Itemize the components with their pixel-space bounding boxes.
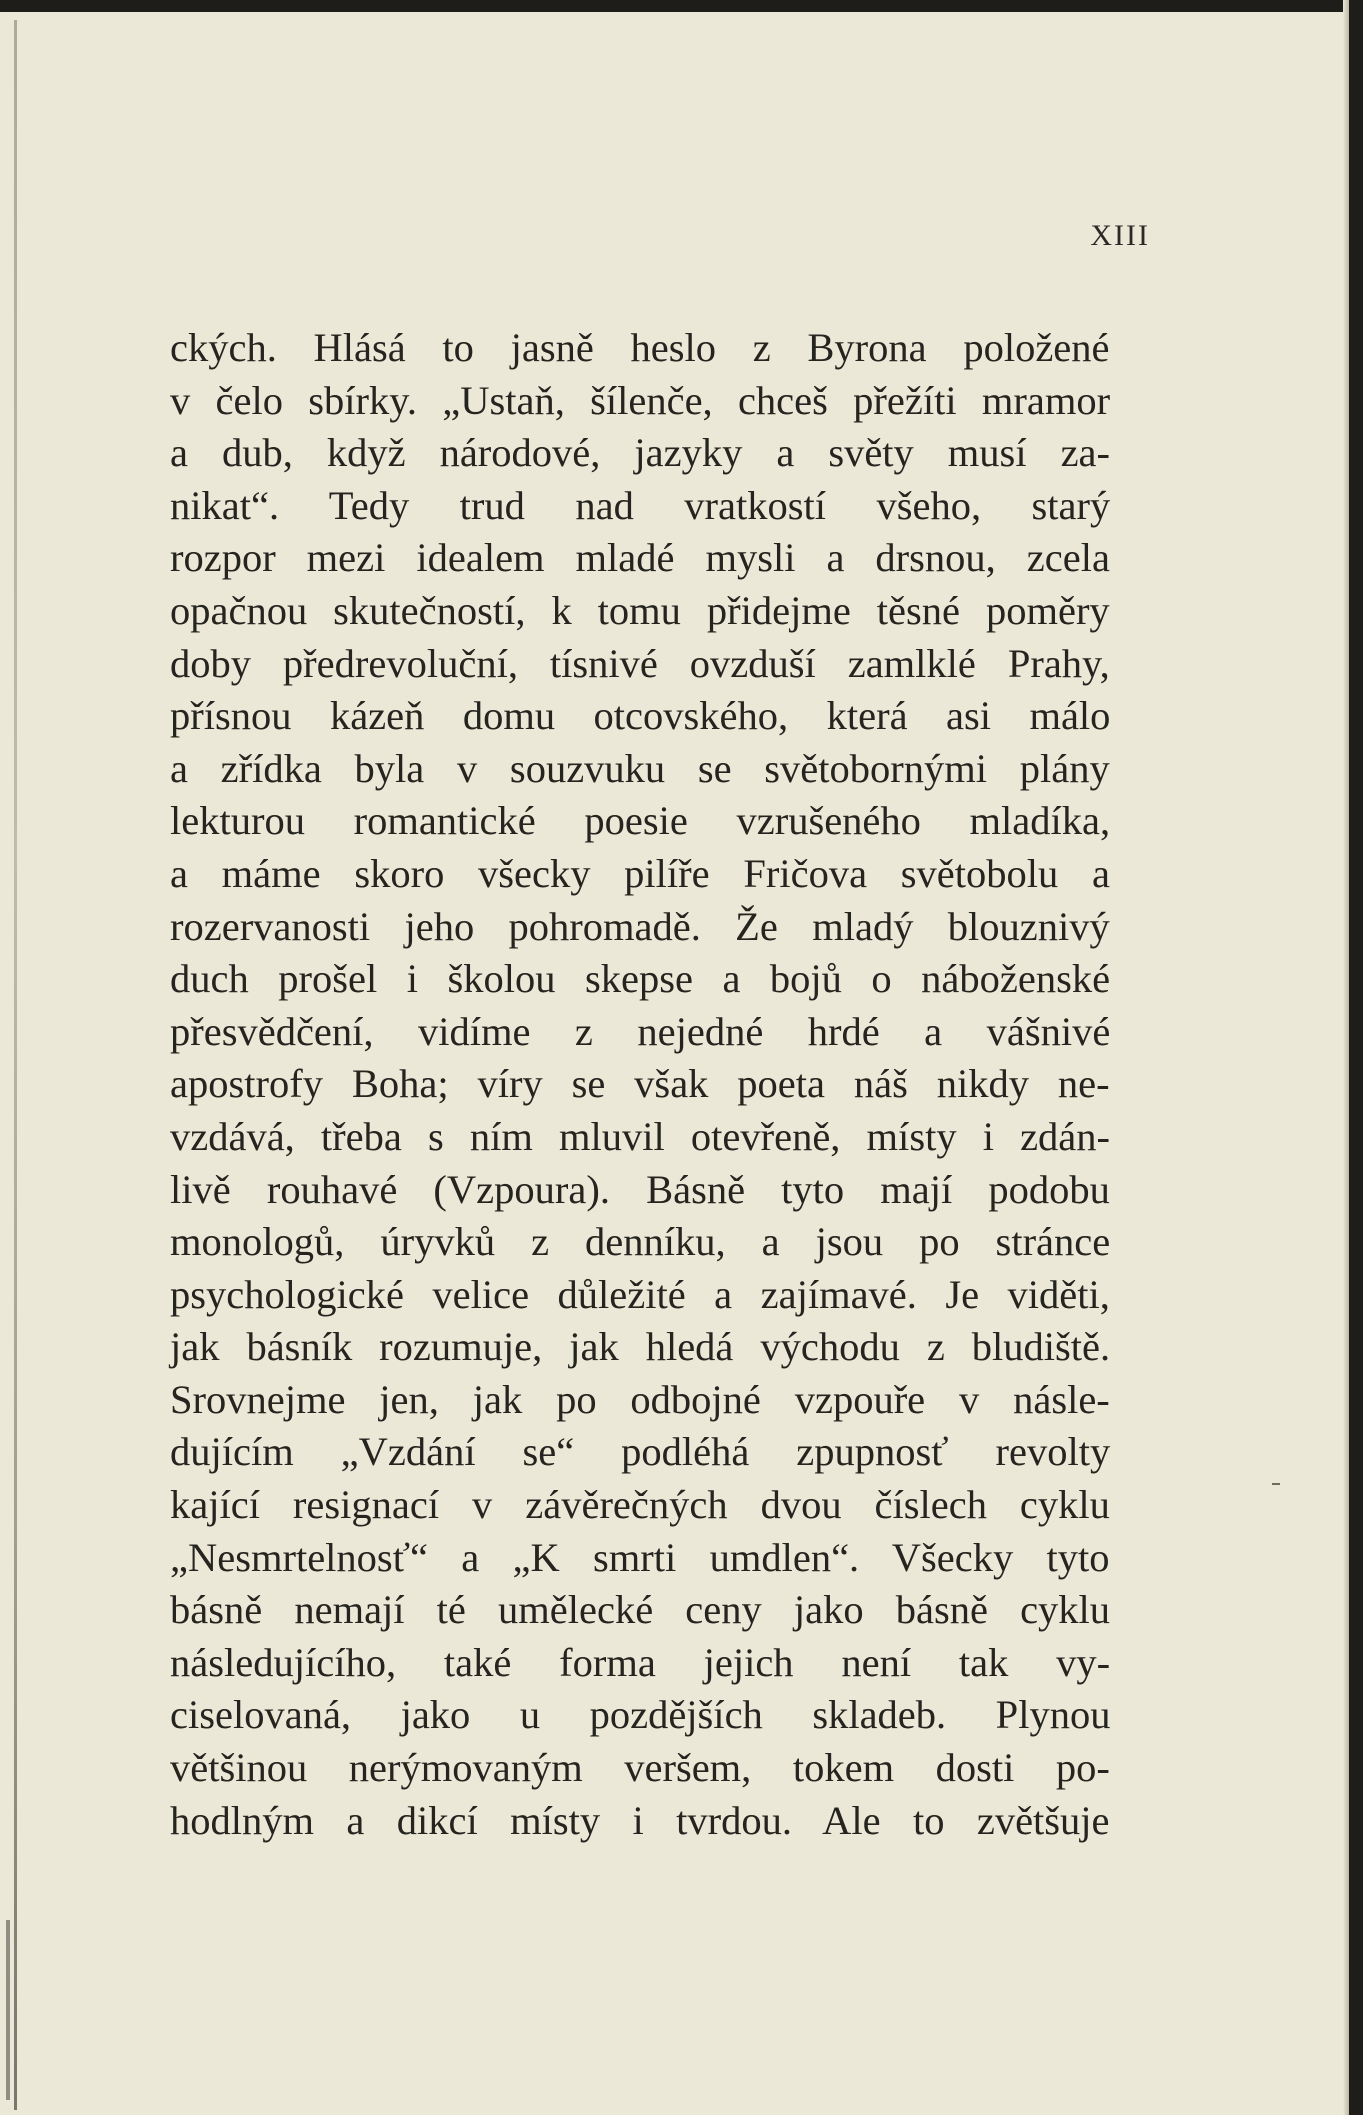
text-line: a zřídka byla v souzvuku se světobornými plány <box>170 745 1110 791</box>
text-line: dujícím „Vzdání se“ podléhá zpupnosť revolty <box>170 1429 1111 1475</box>
text-line: básně nemají té umělecké ceny jako básně cyklu <box>170 1587 1111 1633</box>
text-line: lekturou romantické poesie vzrušeného mladíka, <box>170 798 1111 844</box>
scan-top-edge <box>0 0 1363 12</box>
text-line: v čelo sbírky. „Ustaň, šílenče, chceš přežíti mramor <box>170 377 1111 423</box>
text-line: hodlným a dikcí místy i tvrdou. Ale to zvětšuje <box>170 1797 1110 1843</box>
scan-right-edge <box>1349 0 1363 2115</box>
text-line: jak básník rozumuje, jak hledá východu z bludiště. <box>170 1324 1111 1370</box>
text-line: přísnou kázeň domu otcovského, která asi málo <box>170 693 1111 739</box>
text-line: rozpor mezi idealem mladé mysli a drsnou, zcela <box>170 535 1110 581</box>
text-line: apostrofy Boha; víry se však poeta náš nikdy ne- <box>170 1061 1110 1107</box>
text-line: a dub, když národové, jazyky a světy musí za- <box>170 430 1111 476</box>
text-line: rozervanosti jeho pohromadě. Že mladý blouznivý <box>170 903 1110 949</box>
text-line: ckých. Hlásá to jasně heslo z Byrona položené <box>170 325 1110 370</box>
stray-mark <box>1272 1483 1280 1485</box>
text-line: přesvědčení, vidíme z nejedné hrdé a vášnivé <box>170 1008 1111 1054</box>
text-line: livě rouhavé (Vzpoura). Básně tyto mají podobu <box>170 1166 1110 1212</box>
text-line: doby předrevoluční, tísnivé ovzduší zamlklé Prahy, <box>170 640 1110 686</box>
text-line: vzdává, třeba s ním mluvil otevřeně, místy i zdán- <box>170 1113 1111 1159</box>
text-line: ciselovaná, jako u pozdějších skladeb. Plynou <box>170 1692 1111 1738</box>
binding-margin-mark <box>6 1920 10 2100</box>
text-line: monologů, úryvků z denníku, a jsou po stránce <box>170 1219 1111 1265</box>
page-number: XIII <box>1090 219 1150 252</box>
body-text <box>170 322 1110 1847</box>
text-line: většinou nerýmovaným veršem, tokem dosti po- <box>170 1745 1110 1791</box>
binding-margin-line <box>14 20 17 2110</box>
text-line: opačnou skutečností, k tomu přidejme těsné poměry <box>170 587 1110 633</box>
text-line: „Nesmrtelnosť“ a „K smrti umdlen“. Všecky tyto <box>170 1534 1110 1580</box>
text-line: kající resignací v závěrečných dvou číslech cyklu <box>170 1482 1110 1528</box>
text-line: následujícího, také forma jejich není tak vy- <box>170 1639 1111 1685</box>
text-line: nikat“. Tedy trud nad vratkostí všeho, starý <box>170 482 1111 528</box>
text-line: Srovnejme jen, jak po odbojné vzpouře v násle- <box>170 1376 1110 1422</box>
text-line: psychologické velice důležité a zajímavé. Je viděti, <box>170 1271 1110 1317</box>
text-line: a máme skoro všecky pilíře Fričova světobolu a <box>170 850 1110 896</box>
text-line: duch prošel i školou skepse a bojů o náboženské <box>170 956 1111 1002</box>
